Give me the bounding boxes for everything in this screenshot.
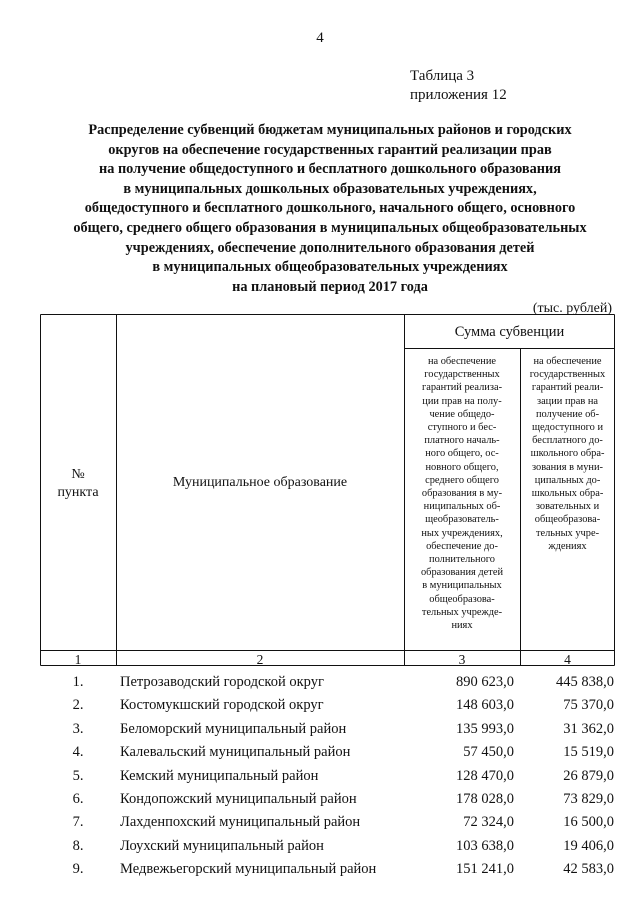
- table-reference: Таблица 3: [410, 68, 475, 84]
- subvention-general-education: 178 028,0: [456, 790, 514, 807]
- header-line: на обеспечение: [427, 356, 497, 367]
- title-line: в муниципальных общеобразовательных учреждениях: [152, 259, 508, 276]
- row-number: 7.: [72, 814, 84, 831]
- row-number: 1.: [72, 674, 84, 690]
- header-line: зования в муни-: [532, 461, 603, 473]
- header-line: зовательных и: [535, 501, 600, 513]
- row-number: 9.: [72, 861, 84, 878]
- row-number: 6.: [72, 790, 84, 807]
- subvention-preschool: 75 370,0: [563, 697, 614, 714]
- header-line: платного началь-: [424, 435, 500, 447]
- header-line: общеобразова-: [429, 593, 495, 605]
- header-line: щеобразователь-: [425, 514, 499, 526]
- header-line: №: [71, 467, 85, 482]
- header-line: щедоступного и: [531, 422, 604, 434]
- table-row: [40, 674, 615, 697]
- column-index-4: 4: [564, 652, 571, 667]
- header-line: образования детей: [420, 567, 504, 579]
- table-row: [40, 721, 615, 744]
- header-line: гарантий реализа-: [421, 382, 503, 394]
- table-header: [40, 314, 615, 666]
- column-number-header: [40, 466, 116, 502]
- header-line: ниях: [451, 620, 473, 632]
- title-line: в муниципальных дошкольных образовательных учреждениях,: [123, 180, 537, 197]
- header-line: государственных: [424, 369, 500, 381]
- subvention-general-education: 151 241,0: [456, 861, 514, 878]
- header-line: получение об-: [535, 408, 600, 420]
- header-line: ции прав на полу-: [422, 395, 502, 407]
- municipality-name: Лоухский муниципальный район: [120, 837, 324, 854]
- subvention-preschool: 15 519,0: [563, 744, 614, 761]
- header-line: новного общего,: [425, 461, 499, 473]
- header-line: ного общего, ос-: [425, 448, 499, 460]
- subvention-general-education: 57 450,0: [463, 744, 514, 761]
- header-line: ждениях: [548, 540, 587, 552]
- table-row: [40, 697, 615, 720]
- subvention-general-education: 103 638,0: [456, 837, 514, 854]
- row-number: 8.: [72, 837, 84, 854]
- subvention-preschool: 42 583,0: [563, 861, 614, 878]
- subvention-preschool: 31 362,0: [563, 720, 614, 737]
- subvention-general-education: 72 324,0: [463, 814, 514, 831]
- header-line: зации прав на: [536, 395, 599, 407]
- header-line: тельных учрежде-: [421, 606, 503, 618]
- row-number: 2.: [72, 697, 84, 714]
- row-number: 4.: [72, 744, 84, 761]
- row-number: 5.: [72, 767, 84, 784]
- header-line: на обеспечение: [533, 356, 602, 367]
- header-line: государственных: [529, 369, 606, 381]
- title-line: общедоступного и бесплатного дошкольного, начального общего, основного: [84, 200, 576, 217]
- municipality-name: Лахденпохский муниципальный район: [120, 814, 361, 831]
- table-row: [40, 768, 615, 791]
- header-line: ципальных до-: [534, 474, 601, 486]
- municipality-name: Кондопожский муниципальный район: [120, 790, 357, 807]
- title-line: округов на обеспечение государственных гарантий реализации прав: [108, 141, 552, 158]
- column-index-2: 2: [256, 652, 264, 667]
- table-row: [40, 744, 615, 767]
- subvention-preschool: 445 838,0: [556, 674, 614, 690]
- municipality-name: Кемский муниципальный район: [120, 767, 319, 784]
- table-row: [40, 838, 615, 861]
- municipality-name: Медвежьегорский муниципальный район: [120, 861, 377, 878]
- column-municipality-header: Муниципальное образование: [172, 475, 348, 490]
- title-line: общего, среднего общего образования в муниципальных общеобразовательных: [73, 219, 587, 236]
- header-line: образования в му-: [421, 488, 503, 500]
- subvention-preschool: 16 500,0: [563, 814, 614, 831]
- municipality-name: Петрозаводский городской округ: [120, 674, 324, 690]
- subvention-general-education: 890 623,0: [456, 674, 514, 690]
- units-note: (тыс. рублей): [532, 301, 612, 316]
- header-line: ных учреждениях,: [421, 527, 503, 539]
- subvention-preschool: 73 829,0: [563, 790, 614, 807]
- header-line: в муниципальных: [422, 580, 502, 592]
- document-title: [40, 121, 620, 297]
- column-3-header: [404, 355, 520, 632]
- appendix-reference: приложения 12: [410, 87, 507, 103]
- table-row: [40, 861, 615, 884]
- municipality-name: Костомукшский городской округ: [120, 697, 324, 714]
- municipality-name: Беломорский муниципальный район: [120, 720, 347, 737]
- title-line: на получение общедоступного и бесплатного дошкольного образования: [98, 161, 561, 178]
- title-line: Распределение субвенций бюджетам муниципальных районов и городских: [88, 122, 572, 138]
- header-line: ступного и бес-: [427, 422, 497, 434]
- header-line: школьного обра-: [530, 448, 605, 460]
- header-line: общеобразова-: [534, 514, 601, 526]
- subvention-preschool: 26 879,0: [563, 767, 614, 784]
- header-line: бесплатного до-: [532, 435, 603, 447]
- header-line: школьных обра-: [531, 488, 604, 500]
- header-line: среднего общего: [425, 474, 499, 486]
- table-row: [40, 814, 615, 837]
- sum-header: Сумма субвенции: [454, 324, 565, 340]
- row-number: 3.: [72, 720, 84, 737]
- header-line: полнительного: [429, 554, 495, 566]
- column-index-3: 3: [458, 652, 466, 667]
- subvention-preschool: 19 406,0: [563, 837, 614, 854]
- municipality-name: Калевальский муниципальный район: [120, 744, 351, 761]
- title-line: учреждениях, обеспечение дополнительного образования детей: [125, 239, 535, 256]
- header-line: гарантий реали-: [531, 382, 604, 394]
- column-4-header: [520, 355, 615, 553]
- page-number: 4: [316, 30, 324, 46]
- table-body: [40, 674, 615, 885]
- title-line: на плановый период 2017 года: [232, 278, 428, 295]
- subvention-general-education: 135 993,0: [456, 720, 514, 737]
- subvention-general-education: 148 603,0: [456, 697, 514, 714]
- table-row: [40, 791, 615, 814]
- header-line: пункта: [57, 485, 99, 500]
- header-line: ниципальных об-: [423, 501, 501, 513]
- column-index-1: 1: [74, 652, 82, 667]
- header-line: чение общедо-: [429, 408, 495, 420]
- header-line: тельных учре-: [535, 527, 600, 539]
- subvention-general-education: 128 470,0: [456, 767, 514, 784]
- header-line: обеспечение до-: [426, 540, 498, 552]
